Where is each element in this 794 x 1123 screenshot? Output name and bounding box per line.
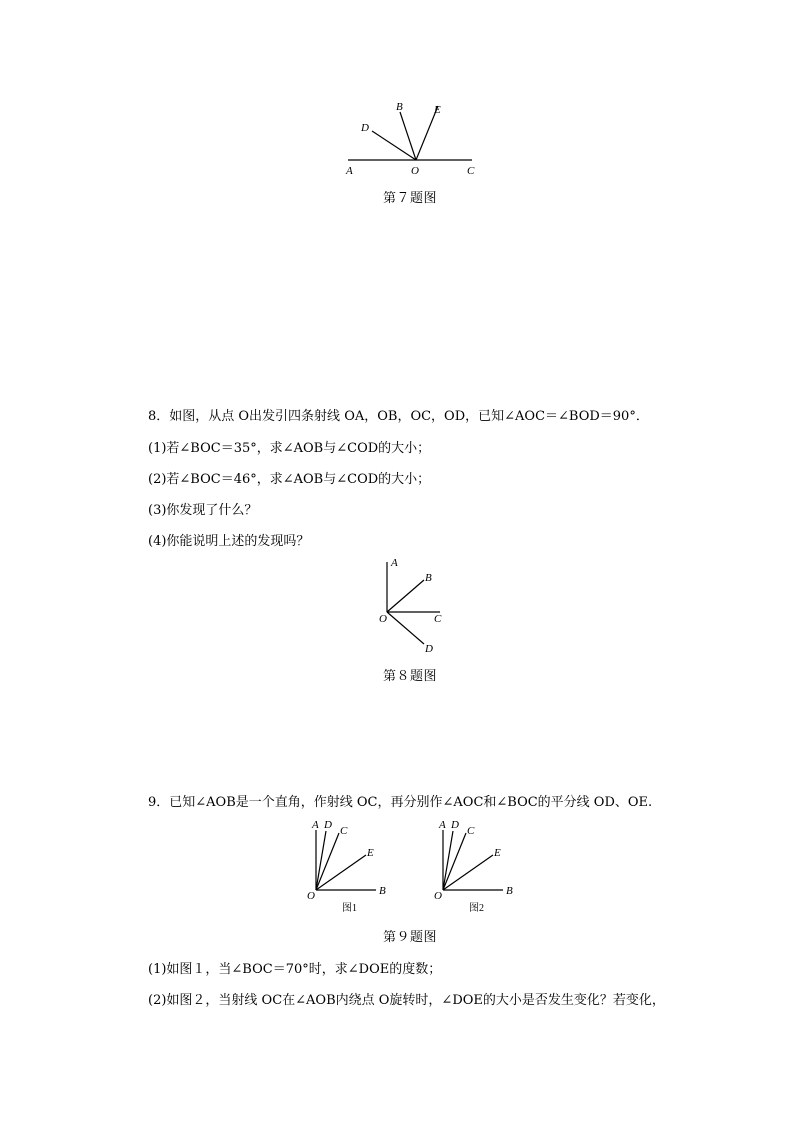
figure-9-panel-1 — [307, 819, 386, 914]
figure-9-sub2: 图2 — [469, 903, 484, 914]
q8-stem: 8．如图，从点 O出发引四条射线 OA，OB，OC，OD，已知∠AOC＝∠BOD＝90°． — [148, 409, 649, 424]
ray-od — [387, 612, 424, 644]
q8-sub4: (4)你能说明上述的发现吗？ — [148, 534, 310, 549]
label-o: O — [307, 890, 315, 902]
label-a: A — [391, 557, 398, 569]
ray-ob — [387, 580, 424, 612]
label-d: D — [451, 819, 459, 831]
q9-stem: 9．已知∠AOB是一个直角，作射线 OC，再分别作∠AOC和∠BOC的平分线 OD、OE. — [148, 795, 653, 810]
label-e: E — [494, 847, 501, 859]
label-b: B — [425, 572, 432, 584]
q8-sub3: (3)你发现了什么？ — [148, 503, 258, 518]
ray-od — [443, 831, 453, 890]
figure-9-panel-2 — [434, 819, 513, 914]
label-b: B — [506, 885, 513, 897]
label-b: B — [396, 101, 403, 113]
label-e: E — [367, 847, 374, 859]
label-a: A — [312, 819, 319, 831]
figure-9 — [302, 815, 517, 917]
label-b: B — [379, 885, 386, 897]
label-o: O — [434, 890, 442, 902]
label-c: C — [434, 613, 442, 625]
label-d: D — [361, 122, 369, 134]
q8-sub2: (2)若∠BOC＝46°，求∠AOB与∠COD的大小； — [148, 472, 431, 487]
q9-sub2: (2)如图２，当射线 OC在∠AOB内绕点 O旋转时，∠DOE的大小是否发生变化？若变化， — [148, 993, 665, 1008]
figure-8-caption: 第８题图 — [383, 669, 438, 684]
figure-9-diagram — [302, 815, 517, 917]
figure-9-sub1: 图1 — [342, 903, 357, 914]
figure-9-caption: 第９题图 — [383, 930, 438, 945]
label-d: D — [324, 819, 332, 831]
label-o: O — [379, 613, 387, 625]
ray-od — [372, 131, 416, 160]
label-a: A — [439, 819, 446, 831]
label-o: O — [411, 165, 419, 177]
figure-7-caption: 第７题图 — [383, 191, 438, 206]
q9-sub1: (1)如图１，当∠BOC＝70°时，求∠DOE的度数； — [148, 962, 442, 977]
label-c: C — [467, 165, 475, 177]
figure-7-diagram — [340, 96, 480, 180]
figure-8 — [374, 556, 454, 656]
q8-sub1: (1)若∠BOC＝35°，求∠AOB与∠COD的大小； — [148, 441, 431, 456]
label-e: E — [434, 104, 441, 116]
figure-7 — [340, 96, 480, 180]
label-c: C — [340, 825, 348, 837]
label-a: A — [346, 165, 353, 177]
ray-od — [316, 831, 326, 890]
label-d: D — [425, 643, 433, 655]
ray-ob — [400, 112, 416, 160]
label-c: C — [467, 825, 475, 837]
figure-8-diagram — [374, 556, 454, 656]
